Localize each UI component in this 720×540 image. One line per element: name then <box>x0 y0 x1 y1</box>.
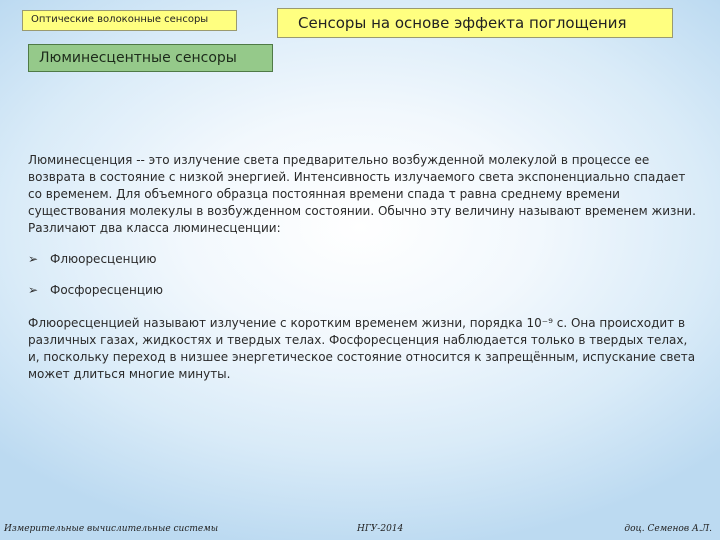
arrowhead-bullet-icon: ➢ <box>28 252 39 266</box>
fluorescence-paragraph: Флюоресценцией называют излучение с коротким временем жизни, порядка 10⁻⁹ с. Она происходит в различных газах, жидкостях и твердых телах. Фосфоресценция наблюдается только в твердых телах, и, поскольку переход в низшее энергетическое состояние относится к запрещённым, испускание света может длиться многие минуты. <box>28 316 696 381</box>
bullet-label: Флюоресценцию <box>50 252 157 266</box>
bullet-item-phosphorescence <box>28 282 700 299</box>
slide-content <box>28 152 700 383</box>
footer-course-name: Измерительные вычислительные системы <box>4 524 219 534</box>
intro-paragraph: Люминесценция -- это излучение света предварительно возбужденной молекулой в процессе ее возврата в состояние с низкой энергией. Интенсивность излучаемого света экспоненциально спадает со временем. Для объемного образца постоянная времени спада τ равна среднему времени существования молекулы в возбужденном состоянии. Обычно эту величину называют временем жизни. Различают два класса люминесценции: <box>28 153 696 235</box>
arrowhead-bullet-icon: ➢ <box>28 283 39 297</box>
topic-label: Оптические волоконные сенсоры <box>22 10 237 31</box>
footer-author: доц. Семенов А.Л. <box>624 524 712 534</box>
footer-institution-year: НГУ-2014 <box>357 524 404 534</box>
bullet-item-fluorescence <box>28 251 700 268</box>
bullet-label: Фосфоресценцию <box>50 283 163 297</box>
section-title: Люминесцентные сенсоры <box>28 44 273 72</box>
slide-title: Сенсоры на основе эффекта поглощения <box>277 8 673 38</box>
